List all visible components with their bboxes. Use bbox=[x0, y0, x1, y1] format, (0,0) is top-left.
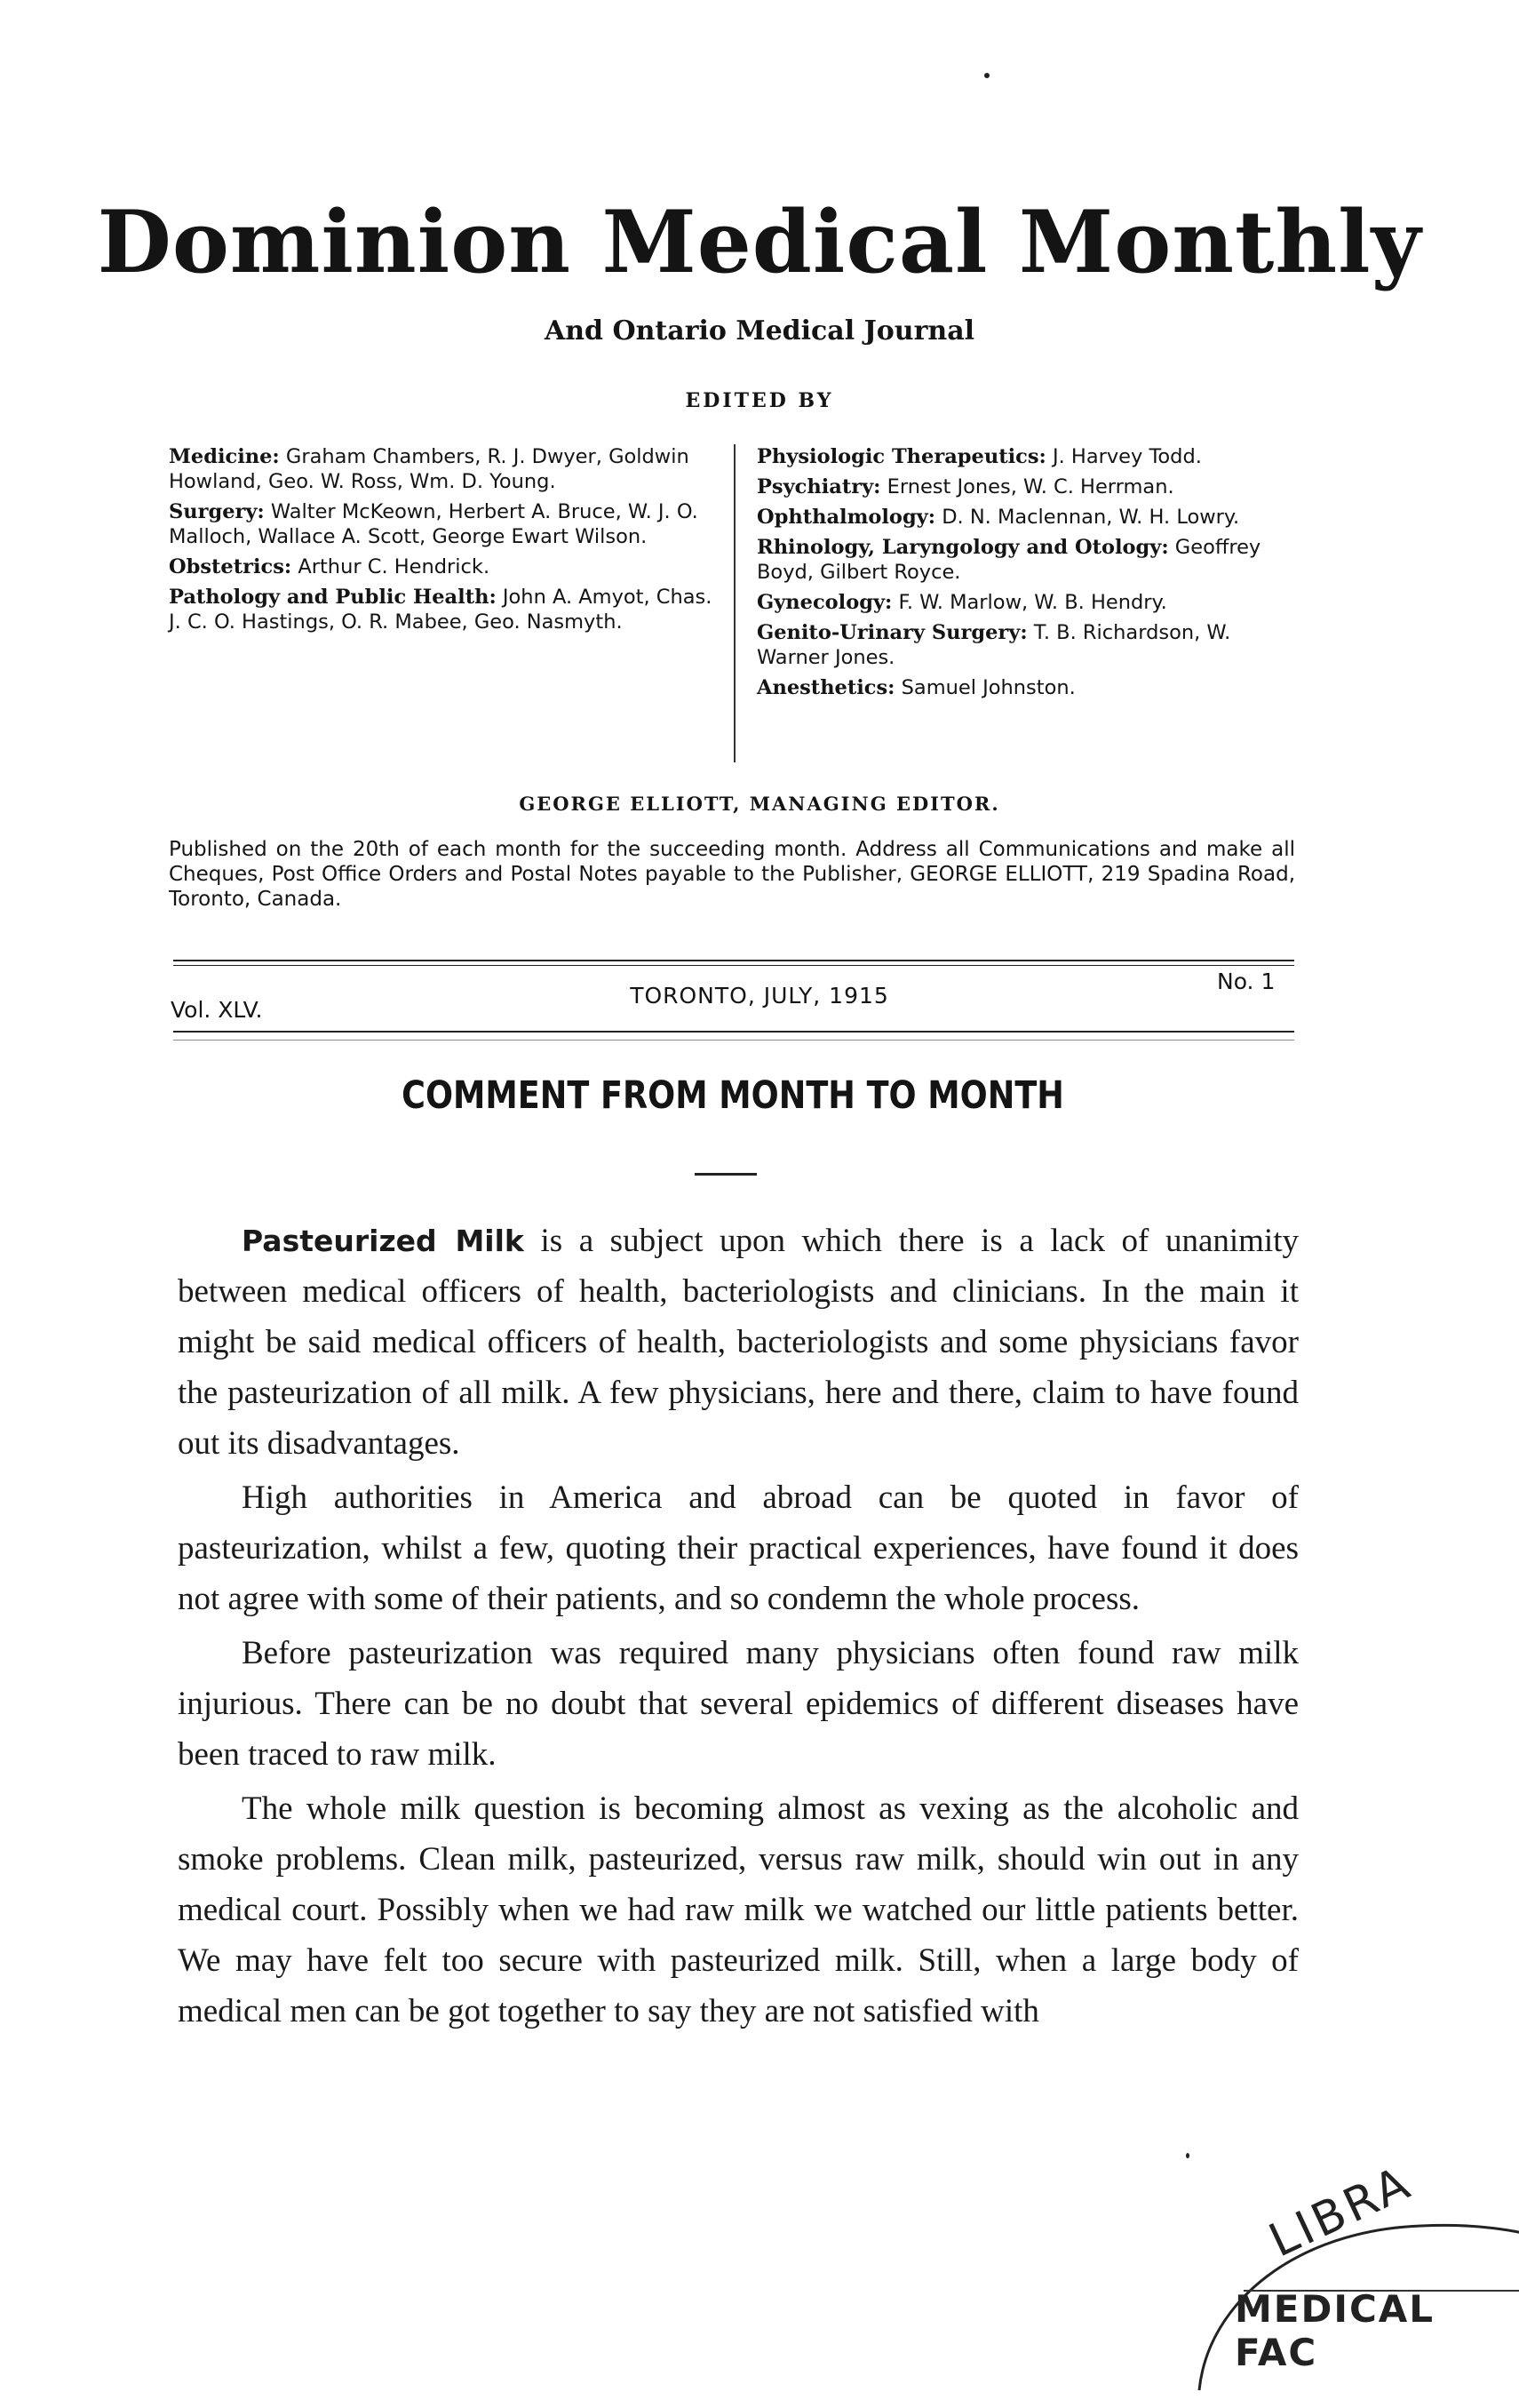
rule-top-1 bbox=[173, 960, 1294, 961]
editor-entry bbox=[757, 675, 1308, 700]
editor-entry bbox=[757, 620, 1308, 670]
editor-section-name: Physiologic Therapeutics: bbox=[757, 445, 1046, 468]
editor-names: F. W. Marlow, W. B. Hendry. bbox=[892, 591, 1167, 614]
rule-bottom-2 bbox=[173, 1040, 1294, 1041]
editor-names: John A. Amyot, Chas. J. C. O. Hastings, O. R. Mabee, Geo. Nasmyth. bbox=[169, 586, 712, 634]
editor-names: D. N. Maclennan, W. H. Lowry. bbox=[935, 506, 1240, 529]
editor-entry bbox=[757, 474, 1308, 499]
editor-names: J. Harvey Todd. bbox=[1046, 445, 1202, 468]
publication-info: Published on the 20th of each month for the succeeding month. Address all Communications and make all Cheques, Post Office Orders and Postal Notes payable to the Publisher, GEORGE ELLIOTT, 219 Spadina Road, Toronto, Canada. bbox=[169, 838, 1295, 911]
editor-names: Walter McKeown, Herbert A. Bruce, W. J. O. Malloch, Wallace A. Scott, George Ewart Wilson. bbox=[169, 500, 698, 548]
editor-names: Samuel Johnston. bbox=[895, 676, 1076, 699]
rule-top-2 bbox=[173, 965, 1294, 966]
paragraph-4: The whole milk question is becoming almost as vexing as the alcoholic and smoke problems. Clean milk, pasteurized, versus raw milk, should win out in any medical court. Possibly when we had raw milk we watched our little patients better. We may have felt too secure with pasteurized milk. Still, when a large body of medical men can be got together to say they are not satisfied with bbox=[178, 1790, 1299, 2029]
editor-section-name: Psychiatry: bbox=[757, 475, 881, 498]
paragraph-1-text: is a subject upon which there is a lack of unanimity between medical officers of health, bacteriologists and clinicians. In the main it might be said medical officers of health, bacteriologists and some physicians favor the pasteurization of all milk. A few physicians, here and there, claim to have found out its disadvantages. bbox=[178, 1223, 1299, 1462]
journal-title: Dominion Medical Monthly bbox=[97, 192, 1422, 292]
editor-section-name: Ophthalmology: bbox=[757, 506, 936, 529]
editor-entry bbox=[757, 505, 1308, 530]
issue-date: TORONTO, JULY, 1915 bbox=[630, 983, 889, 1009]
editor-names: Graham Chambers, R. J. Dwyer, Goldwin Howland, Geo. W. Ross, Wm. D. Young. bbox=[169, 445, 689, 493]
paragraph-2: High authorities in America and abroad can be quoted in favor of pasteurization, whilst a few, quoting their practical experiences, have found it does not agree with some of their patients, and so condemn the whole process. bbox=[178, 1479, 1299, 1617]
managing-editor: GEORGE ELLIOTT, MANAGING EDITOR. bbox=[519, 793, 1000, 815]
editor-section-name: Genito-Urinary Surgery: bbox=[757, 621, 1028, 644]
stamp-text-bottom: MEDICAL FAC bbox=[1235, 2287, 1435, 2374]
editor-entry bbox=[169, 444, 715, 494]
editor-entry bbox=[169, 499, 715, 549]
speck-1 bbox=[984, 73, 990, 78]
editor-section-name: Surgery: bbox=[169, 500, 265, 523]
editor-entry bbox=[757, 535, 1308, 585]
editor-section-name: Pathology and Public Health: bbox=[169, 586, 497, 609]
editor-section-name: Gynecology: bbox=[757, 591, 893, 614]
editors-right-column bbox=[757, 444, 1308, 706]
article-heading: COMMENT FROM MONTH TO MONTH bbox=[402, 1073, 1064, 1118]
paragraph-3: Before pasteurization was required many physicians often found raw milk injurious. There can be no doubt that several epidemics of different diseases have been traced to raw milk. bbox=[178, 1635, 1299, 1773]
paragraph-1 bbox=[178, 1216, 1299, 1469]
editor-names: Ernest Jones, W. C. Herrman. bbox=[880, 475, 1174, 498]
column-divider bbox=[734, 444, 736, 762]
editors-left-column bbox=[169, 444, 715, 640]
editor-entry bbox=[169, 585, 715, 634]
volume-label: Vol. XLV. bbox=[171, 997, 263, 1023]
editor-section-name: Obstetrics: bbox=[169, 555, 292, 578]
article-body bbox=[178, 1216, 1299, 2040]
editor-section-name: Medicine: bbox=[169, 445, 280, 468]
speck-2 bbox=[1186, 2153, 1189, 2158]
editor-entry bbox=[757, 444, 1308, 469]
lead-term: Pasteurized Milk bbox=[242, 1224, 524, 1258]
issue-number: No. 1 bbox=[1217, 969, 1276, 994]
editor-entry bbox=[169, 554, 715, 579]
rule-bottom-1 bbox=[173, 1031, 1294, 1033]
heading-rule bbox=[695, 1173, 757, 1176]
editor-names: T. B. Richardson, W. Warner Jones. bbox=[757, 621, 1231, 669]
editor-names: Arthur C. Hendrick. bbox=[291, 555, 490, 578]
journal-subtitle: And Ontario Medical Journal bbox=[544, 315, 975, 347]
editor-entry bbox=[757, 590, 1308, 615]
editor-section-name: Anesthetics: bbox=[757, 676, 895, 699]
editor-section-name: Rhinology, Laryngology and Otology: bbox=[757, 536, 1169, 559]
edited-by-label: EDITED BY bbox=[685, 389, 834, 412]
editor-names: Geoffrey Boyd, Gilbert Royce. bbox=[757, 536, 1261, 584]
stamp-text-top: LIBRA bbox=[1261, 2156, 1421, 2268]
